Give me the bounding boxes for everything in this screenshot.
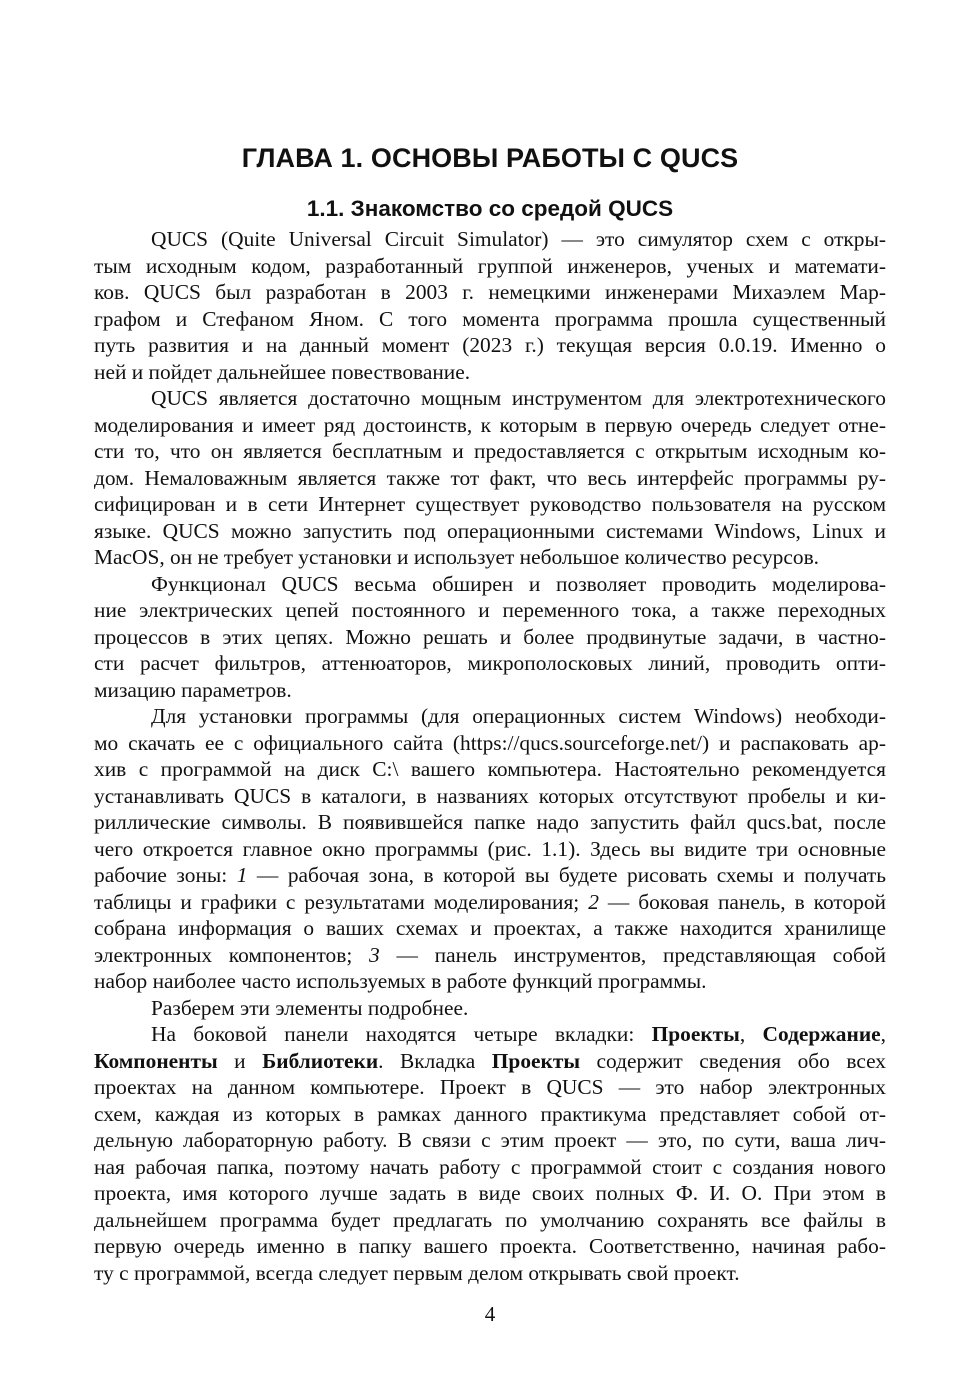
paragraph-1	[94, 226, 886, 385]
text-line: собрана информация о ваших схемах и проектах, а также находится хранилище	[94, 916, 886, 940]
text-line: чего откроется главное окно программы (рис. 1.1). Здесь вы видите три основные	[94, 836, 886, 861]
text-line: схем, каждая из которых в рамках данного практикума представляет собой от-	[94, 1101, 886, 1126]
text-line: устанавливать QUCS в каталоги, в названиях которых отсутствуют пробелы и ки-	[94, 783, 886, 808]
text-line: проектах на данном компьютере. Проект в QUCS — это набор электронных	[94, 1075, 886, 1099]
text-line: набор наиболее часто используемых в работе функций программы.	[94, 969, 707, 993]
text-line: ту с программой, всегда следует первым делом открывать свой проект.	[94, 1260, 740, 1285]
tab-name-libraries: Библиотеки	[262, 1048, 379, 1073]
paragraph-2	[94, 385, 886, 571]
text-line: QUCS (Quite Universal Circuit Simulator) — это симулятор схем с откры-	[151, 227, 886, 251]
text-line: мо скачать ее с официального сайта (https://qucs.sourceforge.net/) и распаковать ар-	[94, 730, 886, 755]
text-line: моделирования и имеет ряд достоинств, к которым в первую очередь следует отне-	[94, 412, 886, 437]
text-line: Разберем эти элементы подробнее.	[151, 995, 469, 1020]
paragraph-5	[94, 995, 886, 1022]
text-line: ние электрических цепей постоянного и переменного тока, а также переходных	[94, 598, 886, 622]
paragraph-6	[94, 1021, 886, 1286]
text-line: Функционал QUCS весьма обширен и позволяет проводить моделирова-	[151, 571, 886, 596]
page-number: 4	[484, 1302, 496, 1326]
body-text	[94, 226, 886, 1286]
text-line: Для установки программы (для операционных систем Windows) необходи-	[151, 704, 886, 728]
text-line: QUCS является достаточно мощным инструментом для электротехнического	[151, 386, 886, 410]
text-line: сифицирован и в сети Интернет существует руководство пользователя на русском	[94, 492, 886, 516]
text-line: дом. Немаловажным является также тот факт, что весь интерфейс программы ру-	[94, 465, 886, 490]
text-line: графом и Стефаном Яном. С того момента программа прошла существенный	[94, 306, 886, 331]
tab-name-contents: Содержание	[762, 1022, 881, 1046]
section-title: 1.1. Знакомство со средой QUCS	[306, 196, 674, 221]
zone-number-1: 1	[236, 863, 248, 887]
text-line: путь развития и на данный момент (2023 г.) текущая версия 0.0.19. Именно о	[94, 333, 886, 357]
paragraph-4	[94, 703, 886, 995]
text-line: дельную лабораторную работу. В связи с этим проект — это, по сути, ваша лич-	[94, 1128, 886, 1152]
text-line: таблицы и графики с результатами моделирования; 2 — боковая панель, в которой	[94, 889, 886, 914]
text-line: ная рабочая папка, поэтому начать работу с программой стоит с создания нового	[94, 1154, 886, 1179]
text-line: ней и пойдет дальнейшее повествование.	[94, 359, 471, 384]
text-line: хив с программой на диск C:\ вашего компьютера. Настоятельно рекомендуется	[94, 757, 886, 781]
tab-name-components: Компоненты	[94, 1048, 218, 1073]
text-line: дальнейшем программа будет предлагать по умолчанию сохранять все файлы в	[94, 1207, 886, 1232]
text-line: риллические символы. В появившейся папке надо запустить файл qucs.bat, после	[94, 810, 886, 834]
text-line: рабочие зоны: 1 — рабочая зона, в которой вы будете рисовать схемы и получать	[94, 863, 886, 887]
text-line: процессов в этих цепях. Можно решать и более продвинутые задачи, в частно-	[94, 624, 886, 649]
text-line: мизацию параметров.	[94, 677, 292, 702]
text-line: сти то, что он является бесплатным и предоставляется с открытым исходным ко-	[94, 439, 886, 463]
text-line: Компоненты и Библиотеки. Вкладка Проекты содержит сведения обо всех	[94, 1048, 886, 1073]
text-line: первую очередь именно в папку вашего проекта. Соответственно, начиная рабо-	[94, 1234, 886, 1258]
zone-number-3: 3	[369, 942, 380, 967]
text-line: электронных компонентов; 3 — панель инструментов, представляющая собой	[94, 942, 886, 967]
paragraph-3	[94, 571, 886, 704]
text-line: MacOS, он не требует установки и использует небольшое количество ресурсов.	[94, 545, 820, 569]
tab-name-projects: Проекты	[491, 1048, 581, 1073]
text-line: проекта, имя которого лучше задать в виде своих полных Ф. И. О. При этом в	[94, 1181, 886, 1205]
document-page	[94, 138, 886, 1286]
text-line: На боковой панели находятся четыре вкладки: Проекты, Содержание,	[151, 1022, 886, 1046]
text-line: тым исходным кодом, разработанный группой инженеров, ученых и математи-	[94, 253, 886, 278]
chapter-title: ГЛАВА 1. ОСНОВЫ РАБОТЫ С QUCS	[241, 143, 739, 173]
text-line: языке. QUCS можно запустить под операционными системами Windows, Linux и	[94, 518, 886, 543]
tab-name-projects: Проекты	[651, 1022, 740, 1046]
text-line: ков. QUCS был разработан в 2003 г. немецкими инженерами Михаэлем Мар-	[94, 280, 886, 304]
text-line: сти расчет фильтров, аттенюаторов, микрополосковых линий, проводить опти-	[94, 651, 886, 675]
zone-number-2: 2	[588, 889, 599, 914]
